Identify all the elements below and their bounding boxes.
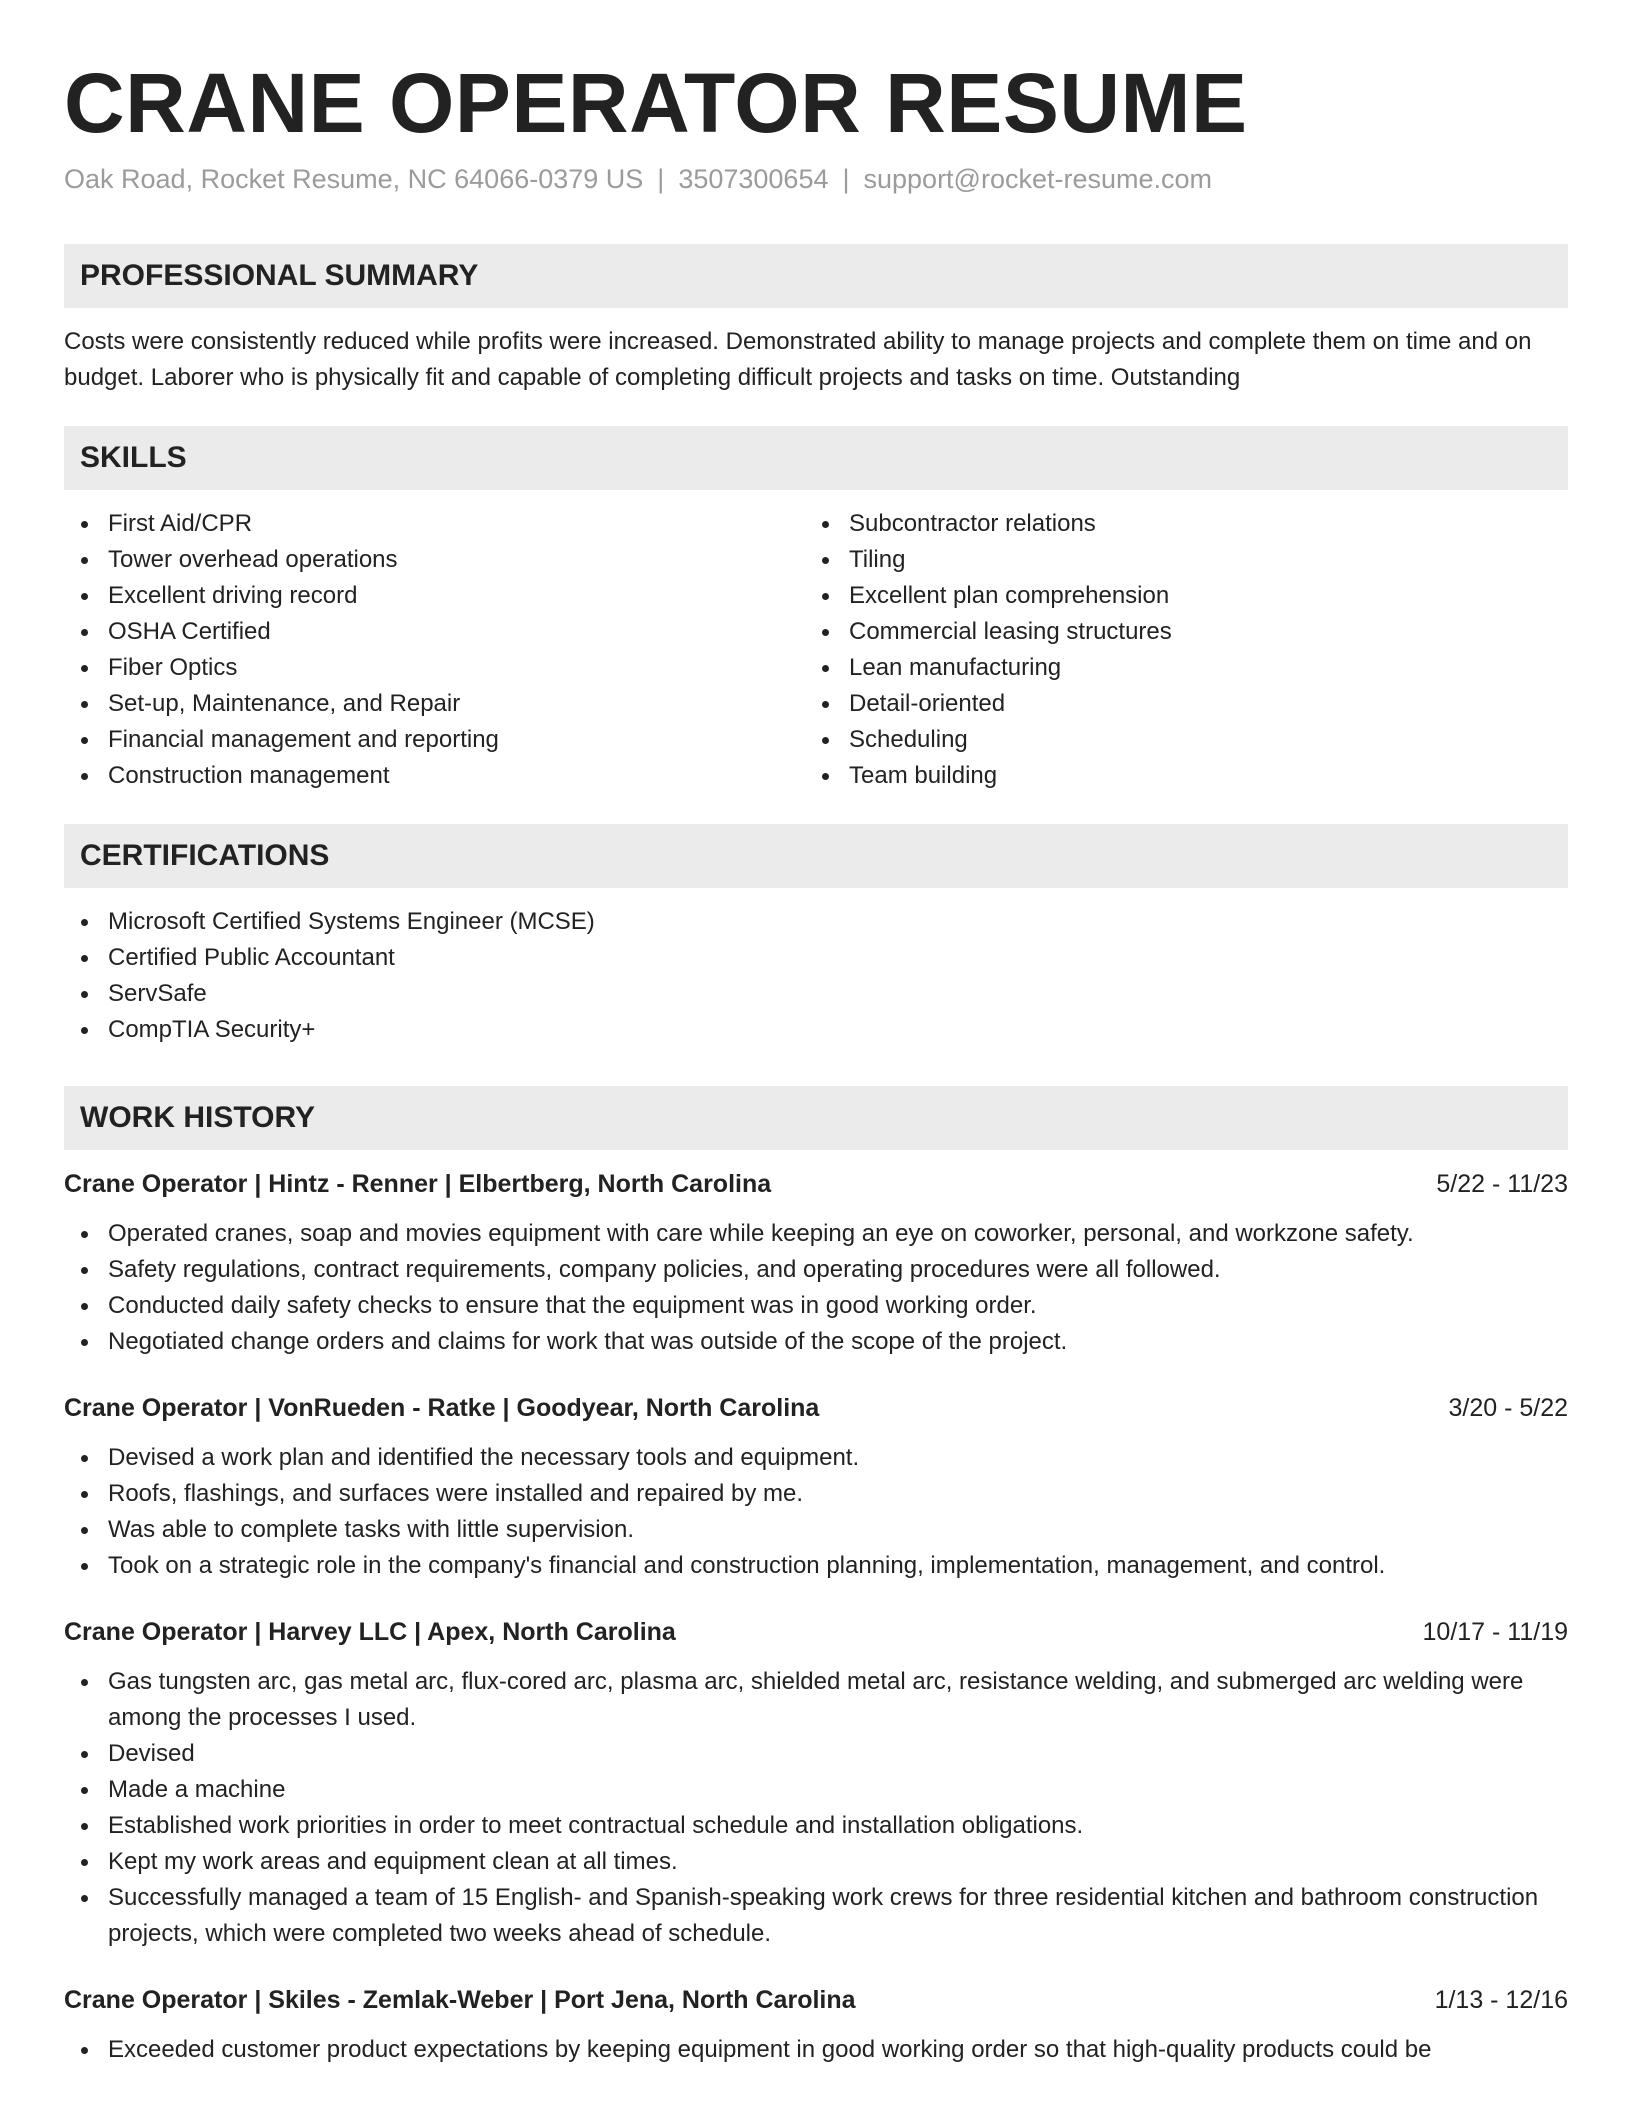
job-title: Crane Operator | VonRueden - Ratke | Goodyear, North Carolina bbox=[64, 1393, 820, 1422]
skill-item: Tower overhead operations bbox=[64, 542, 805, 578]
job-bullet: Kept my work areas and equipment clean at all times. bbox=[64, 1844, 1568, 1880]
skills-section bbox=[64, 426, 1568, 794]
job-dates: 1/13 - 12/16 bbox=[1434, 1985, 1568, 2014]
skill-item: OSHA Certified bbox=[64, 614, 805, 650]
certification-item: CompTIA Security+ bbox=[64, 1012, 1568, 1048]
job-bullets bbox=[64, 1216, 1568, 1360]
skill-item: First Aid/CPR bbox=[64, 506, 805, 542]
skill-item: Excellent plan comprehension bbox=[805, 578, 1546, 614]
job-bullet: Gas tungsten arc, gas metal arc, flux-cored arc, plasma arc, shielded metal arc, resistance welding, and submerged arc welding were among the processes I used. bbox=[64, 1664, 1568, 1736]
certification-item: Certified Public Accountant bbox=[64, 940, 1568, 976]
job-header bbox=[64, 1982, 1568, 2018]
skill-item: Commercial leasing structures bbox=[805, 614, 1546, 650]
job-bullet: Devised bbox=[64, 1736, 1568, 1772]
job-title: Crane Operator | Harvey LLC | Apex, North Carolina bbox=[64, 1617, 676, 1646]
contact-email: support@rocket-resume.com bbox=[863, 163, 1213, 194]
skill-item: Lean manufacturing bbox=[805, 650, 1546, 686]
job-header bbox=[64, 1390, 1568, 1426]
certification-item: ServSafe bbox=[64, 976, 1568, 1012]
skill-item: Detail-oriented bbox=[805, 686, 1546, 722]
job-bullet: Operated cranes, soap and movies equipment with care while keeping an eye on coworker, personal, and workzone safety. bbox=[64, 1216, 1568, 1252]
skill-item: Scheduling bbox=[805, 722, 1546, 758]
skills-columns bbox=[64, 506, 1568, 794]
summary-section bbox=[64, 244, 1568, 396]
summary-text: Costs were consistently reduced while profits were increased. Demonstrated ability to manage projects and complete them on time and on budget. Laborer who is physically fit and capable of completing difficult projects and tasks on time. Outstanding bbox=[64, 327, 1532, 391]
job-bullet: Roofs, flashings, and surfaces were installed and repaired by me. bbox=[64, 1476, 1568, 1512]
job-entry bbox=[64, 1614, 1568, 1952]
job-bullet: Exceeded customer product expectations by keeping equipment in good working order so that high-quality products could be bbox=[64, 2032, 1568, 2068]
job-bullet: Established work priorities in order to meet contractual schedule and installation obligations. bbox=[64, 1808, 1568, 1844]
job-bullet: Was able to complete tasks with little supervision. bbox=[64, 1512, 1568, 1548]
work-history-section bbox=[64, 1086, 1568, 2068]
job-dates: 10/17 - 11/19 bbox=[1422, 1617, 1568, 1646]
certifications-heading: CERTIFICATIONS bbox=[64, 824, 1568, 888]
contact-address: Oak Road, Rocket Resume, NC 64066-0379 US bbox=[64, 163, 644, 194]
resume-title: CRANE OPERATOR RESUME bbox=[64, 56, 1248, 150]
contact-phone: 3507300654 bbox=[678, 163, 829, 194]
certification-item: Microsoft Certified Systems Engineer (MCSE) bbox=[64, 904, 1568, 940]
job-title: Crane Operator | Hintz - Renner | Elbertberg, North Carolina bbox=[64, 1169, 772, 1198]
job-bullet: Conducted daily safety checks to ensure that the equipment was in good working order. bbox=[64, 1288, 1568, 1324]
skill-item: Construction management bbox=[64, 758, 805, 794]
job-bullet: Successfully managed a team of 15 English- and Spanish-speaking work crews for three residential kitchen and bathroom construction projects, which were completed two weeks ahead of schedule. bbox=[64, 1880, 1568, 1952]
job-entry bbox=[64, 1390, 1568, 1584]
job-header bbox=[64, 1166, 1568, 1202]
job-bullets bbox=[64, 2032, 1568, 2068]
certifications-list bbox=[64, 904, 1568, 1048]
work-history-heading: WORK HISTORY bbox=[64, 1086, 1568, 1150]
summary-heading: PROFESSIONAL SUMMARY bbox=[64, 244, 1568, 308]
certifications-section bbox=[64, 824, 1568, 1048]
job-dates: 5/22 - 11/23 bbox=[1436, 1169, 1568, 1198]
contact-separator: | bbox=[842, 163, 850, 194]
job-bullet: Took on a strategic role in the company's financial and construction planning, implementation, management, and control. bbox=[64, 1548, 1568, 1584]
skill-item: Excellent driving record bbox=[64, 578, 805, 614]
contact-separator: | bbox=[657, 163, 665, 194]
resume-content bbox=[64, 55, 1568, 2068]
job-bullet: Safety regulations, contract requirements, company policies, and operating procedures were all followed. bbox=[64, 1252, 1568, 1288]
skills-heading: SKILLS bbox=[64, 426, 1568, 490]
job-bullet: Negotiated change orders and claims for work that was outside of the scope of the project. bbox=[64, 1324, 1568, 1360]
skills-list-right bbox=[805, 506, 1546, 794]
job-title: Crane Operator | Skiles - Zemlak-Weber | Port Jena, North Carolina bbox=[64, 1985, 856, 2014]
contact-line bbox=[64, 160, 1568, 198]
skill-item: Financial management and reporting bbox=[64, 722, 805, 758]
skill-item: Set-up, Maintenance, and Repair bbox=[64, 686, 805, 722]
job-bullet: Devised a work plan and identified the necessary tools and equipment. bbox=[64, 1440, 1568, 1476]
job-dates: 3/20 - 5/22 bbox=[1448, 1393, 1568, 1422]
job-bullets bbox=[64, 1664, 1568, 1952]
skill-item: Fiber Optics bbox=[64, 650, 805, 686]
job-entry bbox=[64, 1166, 1568, 1360]
skill-item: Team building bbox=[805, 758, 1546, 794]
skill-item: Tiling bbox=[805, 542, 1546, 578]
job-bullets bbox=[64, 1440, 1568, 1584]
job-bullet: Made a machine bbox=[64, 1772, 1568, 1808]
job-header bbox=[64, 1614, 1568, 1650]
skills-list-left bbox=[64, 506, 805, 794]
job-entry bbox=[64, 1982, 1568, 2068]
skill-item: Subcontractor relations bbox=[805, 506, 1546, 542]
